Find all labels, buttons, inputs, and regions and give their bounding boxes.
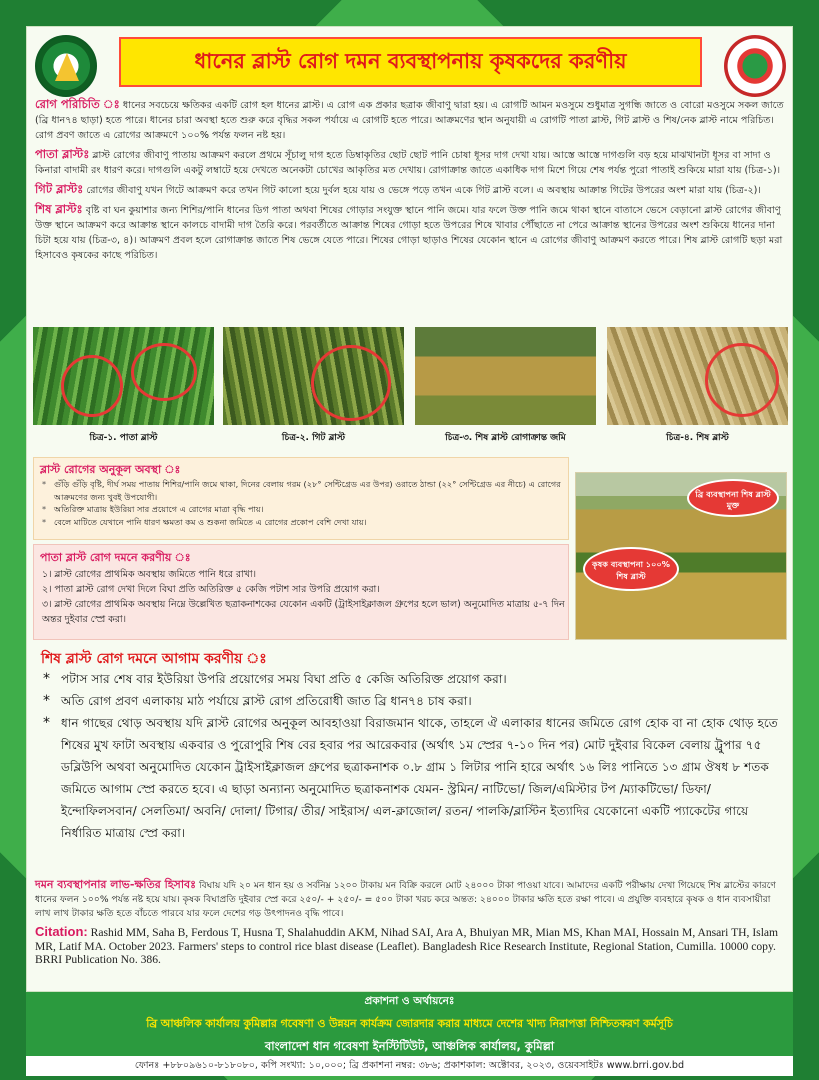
footer-institute-name: বাংলাদেশ ধান গবেষণা ইনস্টিটিউট, আঞ্চলিক কার্যালয়, কুমিল্লা — [264, 1039, 555, 1053]
leaf-control-box — [33, 544, 569, 640]
citation-paragraph — [35, 925, 787, 967]
cost-benefit-heading: দমন ব্যবস্থাপনার লাভ-ক্ষতির হিসাবঃ — [35, 878, 197, 891]
brri-logo — [35, 35, 97, 97]
cost-benefit-text: বিঘায় যদি ২০ মন ধান হয় ও সর্বনিম্ন ১২০০ টাকায় মন বিক্রি করলে মোট ২৪০০০ টাকা পাওয়া যাবে। আমাদের একটি পরীক্ষায় দেখা গিয়েছে শিষ ব্লাস্টের কারণে ধানের ফলন ১০০% পর্যন্ত নষ্ট হয়ে যায়। কৃষক বিঘাপ্রতি দুইবার স্প্রে করে ২৫০/- + ২৫০/- = ৫০০ টাকা খরচ করে অন্তত: ২৪০০০ টাকার ক্ষতি হতে রক্ষা পাবে। এ প্রযুক্তি ব্যবহারে কৃষক ও ধান ব্যবসায়ীরা লাখ লাখ টাকার ক্ষতি হতে বাঁচতে পারবে যার ফলে দেশের গড় উৎপাদনও বৃদ্ধি পাবে। — [35, 880, 776, 919]
list-item: ১। ব্লাস্ট রোগের প্রাথমিক অবস্থায় জমিতে পানি ধরে রাখা। — [42, 569, 256, 580]
favorable-conditions-box — [33, 457, 569, 540]
list-item: * অতিরিক্ত মাত্রায় ইউরিয়া সার প্রয়োগে এ রোগের মাত্রা বৃদ্ধি পায়। — [42, 503, 564, 516]
brri-logo-emblem-icon — [55, 53, 79, 81]
list-item: * পটাস সার শেষ বার ইউরিয়া উপরি প্রয়োগের সময় বিঘা প্রতি ৫ কেজি অতিরিক্ত প্রয়োগ করা। — [41, 668, 781, 690]
photo-caption: চিত্র-৪. শিষ ব্লাস্ট — [666, 433, 729, 443]
intro-heading: রোগ পরিচিতি ঃ — [35, 97, 120, 111]
highlight-circle-icon — [311, 345, 391, 421]
photo-infected-field — [415, 327, 596, 425]
photo-caption: চিত্র-১. পাতা ব্লাস্ট — [89, 433, 158, 443]
panicle-blast-heading: শিষ ব্লাস্টঃ — [35, 202, 83, 216]
list-item: * অতি রোগ প্রবণ এলাকায় মাঠ পর্যায়ে ব্লাস্ট রোগ প্রতিরোধী জাত ব্রি ধান৭৪ চাষ করা। — [41, 690, 781, 712]
photo-strip — [33, 327, 788, 445]
highlight-circle-icon — [61, 355, 123, 417]
favorable-conditions-title: ব্লাস্ট রোগের অনুকূল অবস্থা ঃ — [40, 463, 181, 476]
leaf-blast-heading: পাতা ব্লাস্টঃ — [35, 147, 90, 161]
footer-publisher-label: প্রকাশনা ও অর্থায়নেঃ — [364, 995, 455, 1007]
page-title: ধানের ব্লাস্ট রোগ দমন ব্যবস্থাপনায় কৃষকদের করণীয় — [194, 48, 627, 73]
photo-caption: চিত্র-৩. শিষ ব্লাস্ট রোগাক্রান্ত জমি — [445, 433, 566, 443]
intro-paragraph — [35, 97, 786, 143]
header — [27, 27, 794, 105]
node-blast-paragraph — [35, 182, 786, 198]
leaf-control-title: পাতা ব্লাস্ট রোগ দমনে করণীয় ঃ — [40, 551, 191, 564]
panicle-control-list — [41, 668, 781, 844]
list-item: * গুঁড়ি গুঁড়ি বৃষ্টি, দীর্ঘ সময় পাতায় শিশির/পানি জমে থাকা, দিনের বেলায় গরম (২৮° সেন্টিগ্রেড এর উপর) ওরাতে ঠান্ডা (২২° সেন্টিগ্রেড এর নীচে) এ রোগের আক্রমণের জন্য খুবই উপযোগী। — [42, 478, 564, 503]
farmer-management-bubble: কৃষক ব্যবস্থাপনা ১০০% শিষ ব্লাস্ট — [583, 547, 679, 591]
leaflet-sheet — [26, 26, 793, 992]
node-blast-heading: গিট ব্লাস্টঃ — [35, 182, 84, 196]
node-blast-text: রোগের জীবাণু যখন গিটে আক্রমণ করে তখন গিট কালো হয়ে দুর্বল হয়ে যায় ও ভেঙ্গে পড়ে তখন একে গিট ব্লাস্ট বলে। এ অবস্থায় আক্রান্ত গিটের উপরের অংশ মারা যায় (চিত্র-২)। — [86, 185, 761, 196]
leaf-control-list — [42, 567, 566, 627]
citation-heading: Citation: — [35, 924, 88, 939]
panicle-blast-paragraph — [35, 202, 786, 263]
contact-bar: ফোনঃ +৮৮০৯৬১০-৮১৮০৮০, কপি সংখ্যা: ১০,০০০; ব্রি প্রকাশনা নম্বর: ৩৮৬; প্রকাশকাল: অক্টোবর, ২০২৩, ওয়েবসাইটঃ www.brri.gov.bd — [26, 1056, 793, 1076]
photo-node-blast — [223, 327, 404, 425]
government-seal-logo — [724, 35, 786, 97]
photo-leaf-blast — [33, 327, 214, 425]
photo-panicle-blast — [607, 327, 788, 425]
panicle-control-title: শিষ ব্লাস্ট রোগ দমনে আগাম করণীয় ঃ — [41, 651, 267, 667]
list-item: * ধান গাছের থোড় অবস্থায় যদি ব্লাস্ট রোগের অনুকূল আবহাওয়া বিরাজমান থাকে, তাহলে ঐ এলাকার ধানের জমিতে রোগ হোক বা না হোক থোড় হতে শিষের মুখ ফাটা অবস্থায় একবার ও পুরোপুরি শিষ বের হবার পর আরেকবার (অর্থাৎ ১ম স্প্রের ৭-১০ দিন পর) মোট দুইবার বিকেল বেলায় ট্রুপার ৭৫ ডব্লিউপি অথবা অনুমোদিত যেকোন ট্রাইসাইক্লাজল গ্রুপের ছত্রাকনাশক ০.৮ গ্রাম ১ লিটার পানি হারে অর্থাৎ ১৬ লিঃ পানিতে ১৩ গ্রাম ঔষধ ৮ শতক জমিতে আগাম স্প্রে করতে হবে। এ ছাড়া অন্যান্য অনুমোদিত ছত্রাকনাশক যেমন- স্ট্রমিন/ নাটিভো/ জিল/এমিস্টার টপ /ম্যাকটিভো/ ডিফা/ ইন্দোফিলসবান/ সেলতিমা/ অবনি/ দোলা/ টিগার/ তীর/ সাইরাস/ এল-ক্লাজোল/ রতন/ পালকি/ব্লাস্টিন ইত্যাদির যেকোনো একটি প্যাকেটের গায়ে নির্ধারিত মাত্রায় স্প্রে করা। — [41, 712, 781, 844]
leaf-blast-text: ব্লাস্ট রোগের জীবাণু পাতায় আক্রমণ করলে প্রথমে সূঁচালু দাগ হতে ডিম্বাকৃতির ছোট ছোট পানি চোষা ধূসর দাগ দেখা যায়। আস্তে আস্তে দাগগুলি বড় হয়ে মাঝখানটা ধূসর বা সাদা ও কিনারা বাদামী রং ধারণ করে। দাগগুলি একটু লম্বাটে হয়ে দেখতে অনেকটা চোখের আকৃতির মত দেখায়। রোগাক্রান্ত জাতে একাধিক দাগ মিশে গিয়ে শেষ পর্যন্ত পুরো পাতাই শুকিয়ে মারা যায় (চিত্র-১)। — [35, 150, 781, 176]
intro-content — [35, 97, 786, 267]
photo-caption: চিত্র-২. গিট ব্লাস্ট — [281, 433, 346, 443]
leaf-blast-paragraph — [35, 147, 786, 178]
brri-management-bubble: ব্রি ব্যবস্থাপনা শিষ ব্লাস্ট মুক্ত — [687, 479, 779, 517]
highlight-circle-icon — [131, 343, 197, 401]
highlight-circle-icon — [705, 343, 779, 417]
panicle-blast-text: বৃষ্টি বা ঘন কুয়াশার জন্য শিশির/পানি ধানের ডিগ পাতা অথবা শিষের গোড়ার সংযুক্ত স্থানে পানি জমে। যার ফলে উক্ত পানি জমে থাকা স্থানে বাতাসে ভেসে বেড়ানো ব্লাস্ট রোগের জীবাণু উক্ত স্থানে আক্রমণ করে আক্রান্ত স্থানে কালচে বাদামী দাগ তৈরি করে। পরবর্তীতে আক্রান্ত শিষের গোড়া হতে উপরের শিষে খাবার পৌঁছাতে না পেরে আক্রান্ত স্থানের উপরের অংশ শুকিয়ে ধানের দানা চিটা হয়ে যায় (চিত্র-৩, ৪)। আক্রমণ প্রবল হলে রোগাক্রান্ত জাতে শিষ ভেঙ্গে যেতে পারে। শিষের গোড়া ছাড়াও শিষের যেকোন স্থানে এ রোগের জীবাণু আক্রমণ করতে পারে। শিষ ব্লাস্ট রোগটি ছড়া মরা হিসাবেও কৃষকের কাছে পরিচিত। — [35, 205, 783, 261]
citation-text: Rashid MM, Saha B, Ferdous T, Husna T, Shalahuddin AKM, Nihad SAI, Ara A, Bhuiyan MR, Mian MS, Khan MAI, Hossain M, Ansari TH, Islam MR, Latif MA. October 2023. Farmers' steps to control rice blast disease (Leaflet). Bangladesh Rice Research Institute, Regional Station, Cumilla. 10000 copy. BRRI Publication No. 386. — [35, 926, 779, 966]
footer — [26, 992, 793, 1056]
intro-text: ধানের সবচেয়ে ক্ষতিকর একটি রোগ হল ধানের ব্লাস্ট। এ রোগ এক প্রকার ছত্রাক জীবাণু দ্বারা হয়। এ রোগটি আমন মওসুমে শুধুমাত্র সুগন্ধি জাতে ও বোরো মওসুমে সকল জাতে (ব্রি ধান৭৪ ছাড়া) হতে পারে। ধানের চারা অবস্থা হতে শুরু করে বৃদ্ধির সকল পর্যায়ে এ রোগটি হতে পারে। আক্রমণের স্থান অনুযায়ী এ রোগটি পাতা ব্লাস্ট, গিট ব্লাস্ট ও শিষ/নেক ব্লাস্ট নামে পরিচিত। রোগ প্রবণ জাতে এ রোগের আক্রমণে ১০০% পর্যন্ত ফলন নষ্ট হয়। — [35, 100, 784, 141]
cost-benefit-paragraph — [35, 878, 787, 921]
list-item: * বেলে মাটিতে যেখানে পানি ধারণ ক্ষমতা কম ও শুকনা জমিতে এ রোগের প্রকোপ বেশি দেখা যায়। — [42, 516, 564, 529]
list-item: ৩। ব্লাস্ট রোগের প্রাথমিক অবস্থায় নিম্নে উল্লেখিত ছত্রাকনাশকের যেকোন একটি (ট্রাইসাইক্লাজল গ্রুপের হলে ভাল) অনুমোদিত মাত্রায় ৫-৭ দিন অন্তর দুইবার স্প্রে করা। — [42, 599, 565, 625]
title-banner — [119, 37, 702, 87]
favorable-conditions-list — [42, 478, 564, 528]
footer-program-name: ব্রি আঞ্চলিক কার্যালয় কুমিল্লার গবেষণা ও উন্নয়ন কার্যক্রম জোরদার করার মাধ্যমে দেশের খাদ্য নিরাপত্তা নিশ্চিতকরণ কর্মসূচি — [146, 1017, 673, 1030]
list-item: ২। পাতা ব্লাস্ট রোগ দেখা দিলে বিঘা প্রতি অতিরিক্ত ৫ কেজি পটাশ সার উপরি প্রয়োগ করা। — [42, 584, 380, 595]
